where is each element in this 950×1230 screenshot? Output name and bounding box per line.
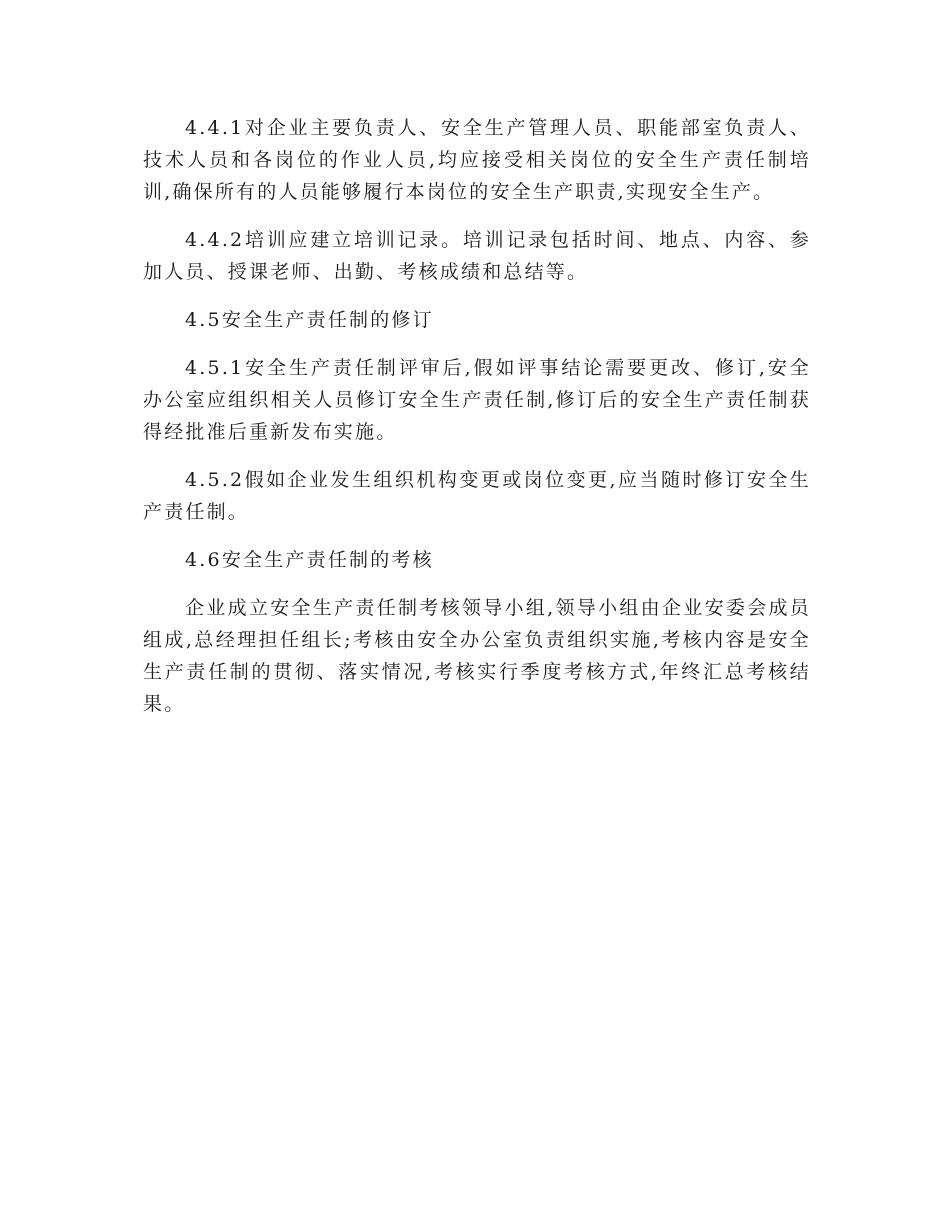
- heading-4-6: 4.6安全生产责任制的考核: [185, 549, 434, 571]
- paragraph-4-5-1: 4.5.1安全生产责任制评审后,假如评事结论需要更改、修订,安全办公室应组织相关人员修订安全生产责任制,修订后的安全生产责任制获得经批准后重新发布实施。: [143, 357, 811, 443]
- paragraph-4-5-2: 4.5.2假如企业发生组织机构变更或岗位变更,应当随时修订安全生产责任制。: [143, 469, 811, 523]
- paragraph-4-4-1: 4.4.1对企业主要负责人、安全生产管理人员、职能部室负责人、技术人员和各岗位的作业人员,均应接受相关岗位的安全生产责任制培训,确保所有的人员能够履行本岗位的安全生产职责,实现安全生产。: [143, 117, 811, 203]
- paragraph-4-4-2: 4.4.2培训应建立培训记录。培训记录包括时间、地点、内容、参加人员、授课老师、出勤、考核成绩和总结等。: [143, 229, 811, 283]
- document-page: [143, 112, 811, 736]
- paragraph-assessment: 企业成立安全生产责任制考核领导小组,领导小组由企业安委会成员组成,总经理担任组长;考核由安全办公室负责组织实施,考核内容是安全生产责任制的贯彻、落实情况,考核实行季度考核方式,年终汇总考核结果。: [143, 597, 811, 715]
- heading-4-5: 4.5安全生产责任制的修订: [185, 309, 434, 331]
